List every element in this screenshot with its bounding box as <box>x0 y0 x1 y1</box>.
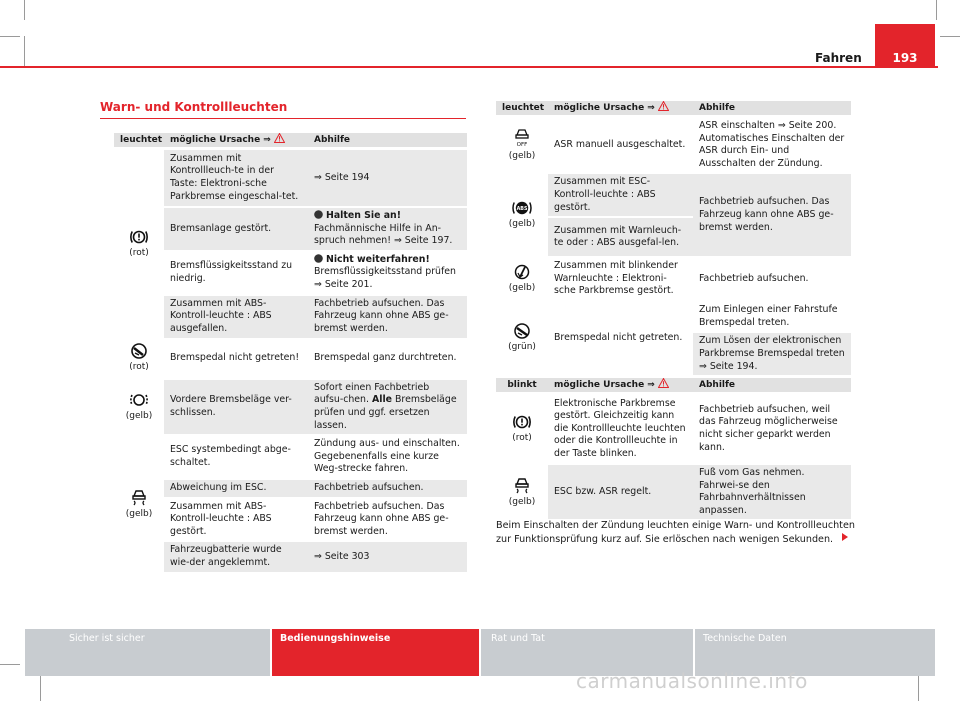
crop-mark <box>940 36 960 37</box>
cause-cell: Zusammen mit Warnleuch-te oder : ABS ausgefal-len. <box>548 218 693 258</box>
light-color: (rot) <box>512 432 532 443</box>
blink-warning-table <box>496 378 851 521</box>
parking-brake-fault-icon <box>512 264 532 280</box>
blink-brake-cell <box>496 395 548 465</box>
fix-cell: ASR einschalten ⇒ Seite 200. Automatisches Einschalten der ASR durch Ein- und Ausschalten der Zündung. <box>693 118 851 174</box>
asr-off-cell <box>496 118 548 174</box>
col-header-leuchtet: leuchtet <box>114 133 164 150</box>
fix-cell: Zum Lösen der elektronischen Parkbremse Bremspedal treten ⇒ Seite 194. <box>693 333 851 377</box>
cause-cell: Fahrzeugbatterie wurde wie-der angeklemmt. <box>164 542 308 573</box>
pedal-warning-cell <box>114 340 164 380</box>
brake-warning-icon <box>512 414 532 430</box>
fix-cell: Zum Einlegen einer Fahrstufe Bremspedal treten. <box>693 302 851 333</box>
brake-pad-icon <box>129 392 149 408</box>
cause-cell: Bremspedal nicht getreten! <box>164 340 308 380</box>
header-rule <box>0 66 938 68</box>
warning-triangle-icon <box>274 133 285 143</box>
esc-warning-cell <box>114 436 164 573</box>
fix-cell: Zündung aus- und einschalten. Gegebenenfalls eine kurze Weg-strecke fahren. <box>308 436 467 480</box>
light-color: (gelb) <box>125 410 153 421</box>
light-color: (gelb) <box>508 282 536 293</box>
fix-cell: Nicht weiterfahren! Bremsflüssigkeitsstand prüfen ⇒ Seite 201. <box>308 252 467 296</box>
brake-pedal-icon <box>129 343 149 359</box>
fix-cell: Fachbetrieb aufsuchen. <box>308 480 467 499</box>
light-color: (gelb) <box>508 218 536 229</box>
footer-tab-technik[interactable]: Technische Daten <box>695 629 935 676</box>
footnote-text: Beim Einschalten der Zündung leuchten einige Warn- und Kontrollleuchten zur Funktionsprüfung kurz auf. Sie erlöschen nach wenigen Sekunden. <box>496 520 855 545</box>
cause-cell: Abweichung im ESC. <box>164 480 308 499</box>
cause-cell: Zusammen mit blinkender Warnleuchte : Elektroni-sche Parkbremse gestört. <box>548 258 693 302</box>
cause-cell: Elektronische Parkbremse gestört. Gleichzeitig kann die Kontrollleuchte leuchten oder die Kontrollleuchte in der Taste blinken. <box>548 395 693 465</box>
light-color: (gelb) <box>508 150 536 161</box>
fix-cell: ⇒ Seite 194 <box>308 150 467 208</box>
crop-mark <box>40 676 41 701</box>
crop-mark <box>918 676 919 701</box>
fix-cell: ⇒ Seite 303 <box>308 542 467 573</box>
left-warning-table <box>114 133 467 574</box>
footer-tab-sicher[interactable]: Sicher ist sicher <box>25 629 270 676</box>
col-header-cause: mögliche Ursache ⇒ <box>164 133 308 150</box>
cause-cell: ESC systembedingt abge-schaltet. <box>164 436 308 480</box>
crop-mark <box>936 0 937 20</box>
fix-cell: Halten Sie an! Fachmännische Hilfe in An-spruch nehmen! ⇒ Seite 197. <box>308 208 467 252</box>
section-title: Warn- und Kontrollleuchten <box>100 100 288 114</box>
warning-triangle-icon <box>658 101 669 111</box>
brake-warning-cell <box>114 150 164 340</box>
col-header-cause: mögliche Ursache ⇒ <box>548 101 693 118</box>
col-header-leuchtet: leuchtet <box>496 101 548 118</box>
crop-mark <box>24 36 25 66</box>
continue-arrow-icon <box>842 533 848 541</box>
fix-cell: Fachbetrieb aufsuchen, weil das Fahrzeug möglicherweise nicht sicher geparkt werden kann. <box>693 395 851 465</box>
cause-cell: ESC bzw. ASR regelt. <box>548 465 693 521</box>
foot-brake-cell <box>496 302 548 377</box>
crop-mark <box>0 36 20 37</box>
cause-cell: Zusammen mit ABS-Kontroll-leuchte : ABS gestört. <box>164 499 308 543</box>
light-color: (rot) <box>129 247 149 258</box>
light-color: (rot) <box>129 362 149 373</box>
col-header-fix: Abhilfe <box>308 133 467 150</box>
cause-cell: Vordere Bremsbeläge ver-schlissen. <box>164 380 308 436</box>
col-header-fix: Abhilfe <box>693 101 851 118</box>
right-warning-table <box>496 101 851 377</box>
cause-cell: Bremsanlage gestört. <box>164 208 308 252</box>
footer-tab-rat[interactable]: Rat und Tat <box>481 629 693 676</box>
stop-icon <box>314 210 323 219</box>
esc-skid-icon <box>129 488 149 506</box>
fix-cell: Fachbetrieb aufsuchen. Das Fahrzeug kann ohne ABS ge-bremst werden. <box>308 499 467 543</box>
cause-cell: Zusammen mit ABS-Kontroll-leuchte : ABS ausgefallen. <box>164 296 308 340</box>
section-rule <box>100 118 466 119</box>
fix-cell: Fachbetrieb aufsuchen. Das Fahrzeug kann ohne ABS ge-bremst werden. <box>308 296 467 340</box>
blink-esc-cell <box>496 465 548 521</box>
asr-off-icon <box>512 128 532 148</box>
cause-cell: Bremsflüssigkeitsstand zu niedrig. <box>164 252 308 296</box>
watermark: carmanualsonline.info <box>576 669 808 693</box>
col-header-fix: Abhilfe <box>693 378 851 395</box>
col-header-cause: mögliche Ursache ⇒ <box>548 378 693 395</box>
fix-cell: Bremspedal ganz durchtreten. <box>308 340 467 380</box>
svg-text:ABS: ABS <box>516 206 528 212</box>
cause-cell: Zusammen mit ESC-Kontroll-leuchte : ABS gestört. <box>548 174 693 218</box>
light-color: (grün) <box>508 342 536 353</box>
warning-triangle-icon <box>658 378 669 388</box>
crop-mark <box>0 664 20 665</box>
epb-cell <box>496 258 548 302</box>
pads-warning-cell <box>114 380 164 436</box>
abs-icon <box>511 200 533 216</box>
crop-mark <box>24 0 25 20</box>
footer-tab-bedienung[interactable]: Bedienungshinweise <box>272 629 479 676</box>
cause-cell: Zusammen mit Kontrollleuch-te in der Taste: Elektroni-sche Parkbremse eingeschal-tet. <box>164 150 308 208</box>
fix-cell: Sofort einen Fachbetrieb aufsu-chen. Alle Bremsbeläge prüfen und ggf. ersetzen lassen. <box>308 380 467 436</box>
stop-icon <box>314 254 323 263</box>
page-number: 193 <box>875 24 935 68</box>
page-title: Fahren <box>815 51 862 65</box>
col-header-blinkt: blinkt <box>496 378 548 395</box>
light-color: (gelb) <box>125 508 153 519</box>
cause-cell: ASR manuell ausgeschaltet. <box>548 118 693 174</box>
foot-on-brake-icon <box>512 323 532 339</box>
fix-cell: Fachbetrieb aufsuchen. <box>693 258 851 302</box>
cause-cell: Bremspedal nicht getreten. <box>548 302 693 377</box>
brake-warning-icon <box>129 229 149 245</box>
fix-cell: Fuß vom Gas nehmen. Fahrwei-se den Fahrbahnverhältnissen anpassen. <box>693 465 851 521</box>
fix-cell: Fachbetrieb aufsuchen. Das Fahrzeug kann ohne ABS ge-bremst werden. <box>693 174 851 258</box>
svg-text:OFF: OFF <box>516 141 528 148</box>
esc-skid-icon <box>512 476 532 494</box>
abs-cell <box>496 174 548 258</box>
light-color: (gelb) <box>508 496 536 507</box>
